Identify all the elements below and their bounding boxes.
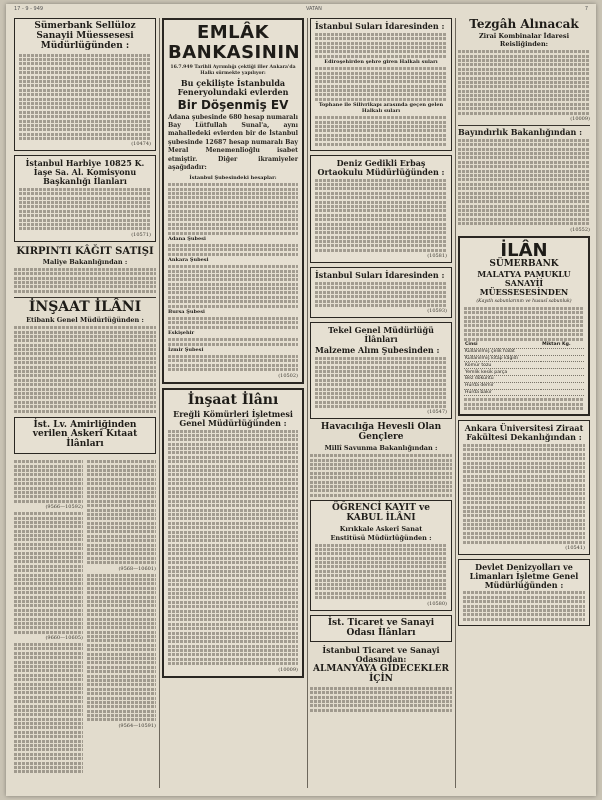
ad-subtitle: Millî Savunma Bakanlığından : — [324, 444, 438, 453]
ad-title: İstanbul Ticaret ve Sanayi Odasından: — [322, 645, 440, 665]
page-date: 17 - 9 - 949 — [14, 6, 44, 12]
ad-stamp: (10571) — [131, 231, 151, 238]
table-row — [464, 375, 584, 382]
ad-title: İstanbul Suları İdaresinden : — [315, 270, 445, 281]
ad-title: İst. Ticaret ve Sanayi Odası İlânları — [327, 617, 435, 638]
ad-body-text — [310, 454, 452, 497]
ad-body-text — [19, 54, 151, 140]
ad-body-text — [458, 50, 590, 114]
item-name: Kömür tozu — [464, 362, 541, 369]
ad-ist-lv-right — [87, 458, 156, 775]
winners-list — [168, 244, 298, 256]
ad-body-text — [315, 67, 447, 101]
newspaper-page — [6, 4, 596, 796]
item-name: Kullanılmış kitap kâğıdı — [464, 355, 541, 362]
ad-subtitle: ALMANYAYA GİDECEKLER İÇİN — [313, 663, 449, 684]
ad-title: İNŞAAT İLÂNI — [28, 298, 142, 315]
table-row — [464, 369, 584, 376]
masthead: VATAN — [305, 6, 322, 12]
ad-title: EMLÂK BANKASININ — [168, 22, 301, 63]
ad-body-text — [315, 357, 447, 408]
ad-body-text — [14, 460, 83, 503]
ad-title: İLÂN — [500, 239, 548, 261]
ad-body-text — [168, 430, 298, 666]
ad-insaat-etibank — [14, 300, 156, 413]
column-divider — [159, 18, 160, 788]
ad-title: ÖĞRENCİ KAYIT ve KABUL İLÂNI — [331, 502, 430, 523]
ad-title: Devlet Denizyolları ve Limanları İşletme Genel Müdürlüğünden : — [469, 562, 579, 590]
ad-subtitle: Ereğli Kömürleri İşletmesi Genel Müdürlüğünden : — [173, 408, 293, 428]
items-table — [464, 342, 584, 396]
ad-body-text — [19, 188, 151, 231]
ad-stamp: (9660—10605) — [45, 635, 83, 642]
section-heading: Adana Şubesi — [168, 235, 206, 242]
ad-istanbul-sulari-2 — [310, 267, 452, 318]
ad-title: KIRPINTI KÂĞIT SATIŞI — [16, 245, 154, 257]
page-header — [14, 6, 588, 16]
ad-ticaret-almanya — [310, 646, 452, 711]
winners-list — [168, 317, 298, 329]
ad-body: Adana şubesinde 680 hesap numaralı Bay Lütfullah Sunal'a, aynı mahalledeki evlerden bir de İstanbul şubesinde 12687 hesap numaralı Bay Meral Menemenlioğlu isabet etmiştir. Diğer ikramiyeler aşağıdadır: — [168, 113, 298, 171]
ad-eregli-komurleri — [162, 388, 304, 678]
ad-body-text — [315, 544, 447, 600]
section-heading: Bursa Şubesi — [168, 309, 205, 316]
column-1 — [14, 18, 156, 790]
table-row — [464, 362, 584, 369]
ad-tekel — [310, 322, 452, 419]
item-name: Yemlik kesik parça — [464, 369, 541, 376]
ad-havacilik — [310, 423, 452, 496]
ad-body-text — [315, 282, 447, 307]
ad-body-text — [14, 643, 83, 773]
item-name: Hurda bakır — [464, 389, 541, 396]
winners-list — [168, 265, 298, 308]
ad-subtitle: SÜMERBANK — [489, 259, 559, 270]
ad-body-text — [310, 687, 452, 712]
ad-title: Tekel Genel Müdürlüğü İlânları — [328, 325, 434, 345]
ad-subheading: Ediroşehirden şehre giren Halkalı suları — [324, 59, 438, 66]
ad-emlak-bankasi — [162, 18, 304, 384]
section-heading: Ankara Şubesi — [168, 257, 209, 264]
ad-stamp: (10541) — [565, 545, 585, 552]
ad-title: Tezgâh Alınacak — [469, 18, 579, 31]
ad-title: Bayındırlık Bakanlığından : — [458, 127, 583, 138]
column-divider — [307, 18, 308, 788]
column-2 — [162, 18, 304, 790]
table-row — [464, 382, 584, 389]
table-row — [464, 355, 584, 362]
ad-ist-lv-left — [14, 458, 83, 775]
ad-sumerbank-malatya — [458, 236, 590, 417]
ad-list-heading: İstanbul Şubesindeki hesaplar: — [189, 175, 277, 182]
ad-stamp: (10547) — [427, 409, 447, 416]
ad-stamp: (10552) — [570, 226, 590, 233]
ad-stamp: (10593) — [427, 308, 447, 315]
item-name: Bez döküntü — [464, 375, 541, 382]
ad-title: İstanbul Harbiye 10825 K. İaşe Sa. Al. Komisyonu Başkanlığı İlanları — [25, 158, 145, 187]
ad-ankara-ziraat — [458, 420, 590, 555]
ad-subheading: Tophane ile Silivrikapı arasında geçen gelen Halkalı suları — [318, 102, 444, 115]
ad-title: Sümerbank Sellüloz Sanayii Müessesesi Müdürlüğünden : — [34, 21, 136, 51]
ad-title: İnşaat İlânı — [187, 391, 279, 408]
ad-ticaret-odasi — [310, 615, 452, 643]
ad-body-text — [463, 444, 585, 544]
ad-subtitle: Ziraî Kombinalar İdaresi Reisliğinden: — [478, 32, 570, 49]
item-name: Hurda demir — [464, 382, 541, 389]
ad-subtitle: Maliye Bakanlığından : — [42, 257, 128, 266]
ad-istanbul-sulari-1 — [310, 18, 452, 151]
ad-ist-lv-amirligi — [14, 417, 156, 455]
ad-title: İstanbul Suları İdaresinden : — [315, 21, 445, 31]
divider — [458, 125, 590, 126]
winners-list — [168, 355, 298, 371]
ad-intro: 16.7.949 Tarihli Ayrımlığı çektiği iller Ankara'da Halkı sürmekte yapılıyor: — [170, 64, 296, 76]
column-4 — [458, 18, 590, 790]
ad-sumerbank-selluloz — [14, 18, 156, 151]
ad-subtitle-2: Enstitüsü Müdürlüğünden : — [330, 533, 432, 542]
ad-ist-lv-columns — [14, 458, 156, 775]
ad-body-text — [315, 33, 447, 58]
ad-stamp: (10009) — [570, 116, 590, 123]
page-number: 7 — [584, 6, 588, 12]
ad-stamp: (10580) — [427, 600, 447, 607]
table-row — [464, 348, 584, 355]
ad-body-text — [14, 512, 83, 634]
column-header: Cinsi — [464, 342, 541, 348]
column-3 — [310, 18, 452, 790]
ad-subtitle: Kırıkkale Askerî Sanat — [339, 524, 423, 533]
ad-body-text — [14, 326, 156, 412]
ad-title: İst. Lv. Amirliğinden verilen Askerî Kıtaat İlânları — [32, 419, 138, 450]
ad-body-text — [464, 307, 584, 341]
column-header: Miktarı Kg. — [541, 342, 584, 348]
ad-ogrenci-kayit — [310, 500, 452, 611]
ad-title: Deniz Gedikli Erbaş Ortaokulu Müdürlüğünden : — [317, 158, 445, 177]
ad-denizyollari — [458, 559, 590, 626]
ad-body-text — [463, 591, 585, 620]
section-heading: Eskişehir — [168, 330, 195, 337]
ad-kirpinti-kagit — [14, 246, 156, 293]
ad-subtitle: Etibank Genel Müdürlüğünden : — [26, 316, 144, 325]
ad-stamp: (9568—10601) — [118, 565, 156, 572]
ad-stamp: (9564—10591) — [118, 722, 156, 729]
ad-body-text — [458, 139, 590, 225]
winners-list — [168, 183, 298, 234]
item-name: Kullanılmış çelik halat — [464, 348, 541, 355]
ad-body-text — [87, 574, 156, 722]
winners-list — [168, 338, 298, 345]
ad-body-text — [464, 398, 584, 410]
ad-deniz-gedikli — [310, 155, 452, 263]
ad-istanbul-harbiye — [14, 155, 156, 241]
ad-stamp: (9566—10592) — [45, 504, 83, 511]
ad-body-text — [14, 268, 156, 293]
ad-subtitle: Malzeme Alım Şubesinden : — [315, 344, 440, 355]
ad-stamp: (10502) — [278, 372, 298, 379]
ad-body-text — [315, 116, 447, 145]
table-row — [464, 389, 584, 396]
ad-stamp: (10581) — [427, 253, 447, 260]
divider — [14, 297, 156, 298]
ad-tezgah — [458, 18, 590, 122]
ad-body-text — [87, 460, 156, 564]
ad-body-text — [315, 179, 447, 252]
ad-title: Ankara Üniversitesi Ziraat Fakültesi Dekanlığından : — [464, 423, 584, 443]
ad-subtitle-2: MALATYA PAMUKLU SANAYİİ MÜESSESESİNDEN — [477, 269, 571, 297]
column-divider — [455, 18, 456, 788]
section-heading: İzmir Şubesi — [168, 346, 204, 353]
ad-title: Havacılığa Hevesli Olan Gençlere — [320, 422, 442, 443]
ad-bayindirlik — [458, 128, 590, 233]
ad-stamp: (10474) — [131, 141, 151, 148]
ad-note: (Kayıtlı sabunlarının ve hususî sabunluk) — [476, 298, 572, 304]
ad-stamp: (10009) — [278, 666, 298, 673]
ad-lead: Bu çekilişte İstanbulda Feneryolundaki evlerden — [177, 77, 289, 97]
ad-subtitle: Bir Döşenmiş EV — [177, 97, 289, 112]
